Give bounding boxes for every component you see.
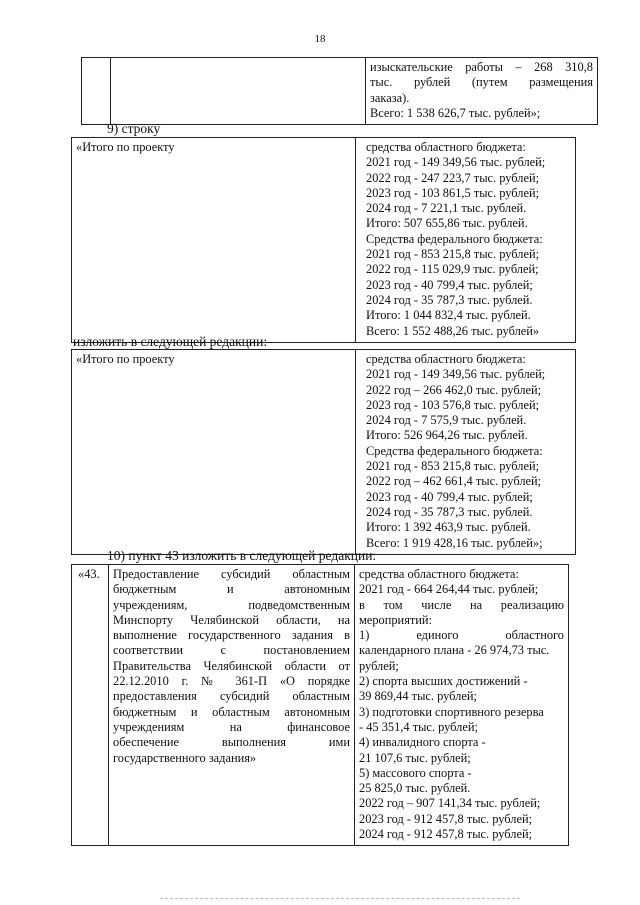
funding-line: средства областного бюджета: (359, 567, 519, 581)
funding-line: 2021 год - 149 349,56 тыс. рублей; (366, 155, 546, 170)
funding-line: 2022 год – 462 661,4 тыс. рублей; (366, 474, 542, 489)
funding-line: тыс. рублей (путем размещения (370, 75, 593, 90)
continuation-table (81, 57, 598, 125)
funding-line: 4) инвалидного спорта - (359, 735, 486, 750)
project-total-label-cell (72, 350, 356, 555)
description-line: учреждениям на финансовое (113, 719, 350, 734)
funding-line: 2022 год – 266 462,0 тыс. рублей; (366, 382, 542, 397)
funding-cell (366, 58, 598, 125)
funding-line: 2021 год - 853 215,8 тыс. рублей; (366, 247, 540, 262)
funding-line: 2024 год - 7 221,1 тыс. рублей. (366, 201, 527, 216)
funding-line: Итого: 526 964,26 тыс. рублей. (366, 428, 528, 443)
description-line: учреждениям, подведомственным (113, 597, 350, 612)
edit-caption: изложить в следующей редакции: (73, 334, 268, 349)
funding-line: 2023 год - 103 576,8 тыс. рублей; (366, 397, 540, 412)
funding-line: 2021 год - 149 349,56 тыс. рублей; (366, 367, 546, 382)
funding-line: Всего: 1 552 488,26 тыс. рублей» (366, 323, 540, 338)
funding-line: 1) единого областного (359, 628, 564, 643)
page-number: 18 (314, 33, 326, 45)
number-cell (82, 58, 111, 125)
item-10-caption: 10) пункт 43 изложить в следующей редакции: (107, 548, 377, 563)
funding-line: 2023 год - 103 861,5 тыс. рублей; (366, 185, 540, 200)
funding-line: рублей; (359, 658, 399, 673)
old-project-total-table (71, 137, 576, 343)
funding-line: 5) массового спорта - (359, 765, 472, 780)
project-total-funding-cell (356, 350, 576, 555)
description-line: 22.12.2010 г. № 361-П «О порядке (113, 674, 350, 689)
funding-line: Итого: 1 392 463,9 тыс. рублей. (366, 520, 531, 535)
project-total-label-cell (72, 138, 356, 343)
item-description-cell (109, 565, 355, 846)
funding-line: Всего: 1 538 626,7 тыс. рублей»; (370, 105, 541, 120)
description-line: государственного задания» (113, 750, 257, 765)
funding-line: Средства федерального бюджета: (366, 231, 543, 246)
funding-line: Средства федерального бюджета: (366, 443, 543, 458)
funding-line: средства областного бюджета: (366, 352, 526, 366)
funding-line: 2024 год - 7 575,9 тыс. рублей. (366, 413, 527, 428)
funding-line: мероприятий: (359, 612, 433, 627)
funding-line: Итого: 1 044 832,4 тыс. рублей. (366, 308, 531, 323)
description-line: Минспорту Челябинской области, на (113, 612, 350, 627)
item-number-cell (72, 565, 109, 846)
description-line: Предоставление субсидий областным (113, 567, 350, 581)
funding-line: 2022 год - 247 223,7 тыс. рублей; (366, 170, 540, 185)
funding-line: заказа). (370, 90, 410, 105)
description-line: бюджетным и областным автономным (113, 704, 350, 719)
item-43-table (71, 564, 569, 846)
funding-line: Всего: 1 919 428,16 тыс. рублей»; (366, 535, 543, 550)
description-cell (111, 58, 366, 125)
description-line: Правительства Челябинской области от (113, 658, 350, 673)
item-funding-cell (355, 565, 569, 846)
funding-line: 2024 год - 35 787,3 тыс. рублей. (366, 504, 533, 519)
item-number: «43. (78, 567, 100, 581)
funding-line: 2022 год – 907 141,34 тыс. рублей; (359, 796, 541, 811)
funding-line: 3) подготовки спортивного резерва (359, 704, 544, 719)
funding-line: 2024 год - 912 457,8 тыс. рублей; (359, 827, 533, 842)
funding-line: 39 869,44 тыс. рублей; (359, 689, 477, 704)
new-project-total-table (71, 349, 576, 555)
funding-line: изыскательские работы – 268 310,8 (370, 60, 593, 74)
funding-line: 2023 год - 40 799,4 тыс. рублей; (366, 277, 533, 292)
funding-line: 2023 год - 40 799,4 тыс. рублей; (366, 489, 533, 504)
funding-line: - 45 351,4 тыс. рублей; (359, 719, 478, 734)
item-9-caption: 9) строку (107, 121, 161, 136)
funding-line: календарного плана - 26 974,73 тыс. (359, 643, 550, 658)
description-line: предоставления субсидий областным (113, 689, 350, 704)
funding-line: 2023 год - 912 457,8 тыс. рублей; (359, 811, 533, 826)
description-line: соответствии с постановлением (113, 643, 350, 658)
project-total-label: «Итого по проекту (76, 352, 175, 366)
description-line: обеспечение выполнения ими (113, 735, 350, 750)
description-line: выполнение государственного задания в (113, 628, 350, 643)
description-line: бюджетным и автономным (113, 582, 350, 597)
funding-line: Итого: 507 655,86 тыс. рублей. (366, 216, 528, 231)
funding-line: 2022 год - 115 029,9 тыс. рублей; (366, 262, 539, 277)
funding-line: 25 825,0 тыс. рублей. (359, 781, 471, 796)
funding-line: средства областного бюджета: (366, 140, 526, 154)
funding-line: в том числе на реализацию (359, 597, 564, 612)
project-total-funding-cell (356, 138, 576, 343)
funding-line: 21 107,6 тыс. рублей; (359, 750, 471, 765)
funding-line: 2) спорта высших достижений - (359, 674, 528, 689)
funding-line: 2021 год - 853 215,8 тыс. рублей; (366, 459, 540, 474)
scan-artifact-line (160, 898, 520, 900)
project-total-label: «Итого по проекту (76, 140, 175, 154)
funding-line: 2021 год - 664 264,44 тыс. рублей; (359, 582, 539, 597)
funding-line: 2024 год - 35 787,3 тыс. рублей. (366, 292, 533, 307)
